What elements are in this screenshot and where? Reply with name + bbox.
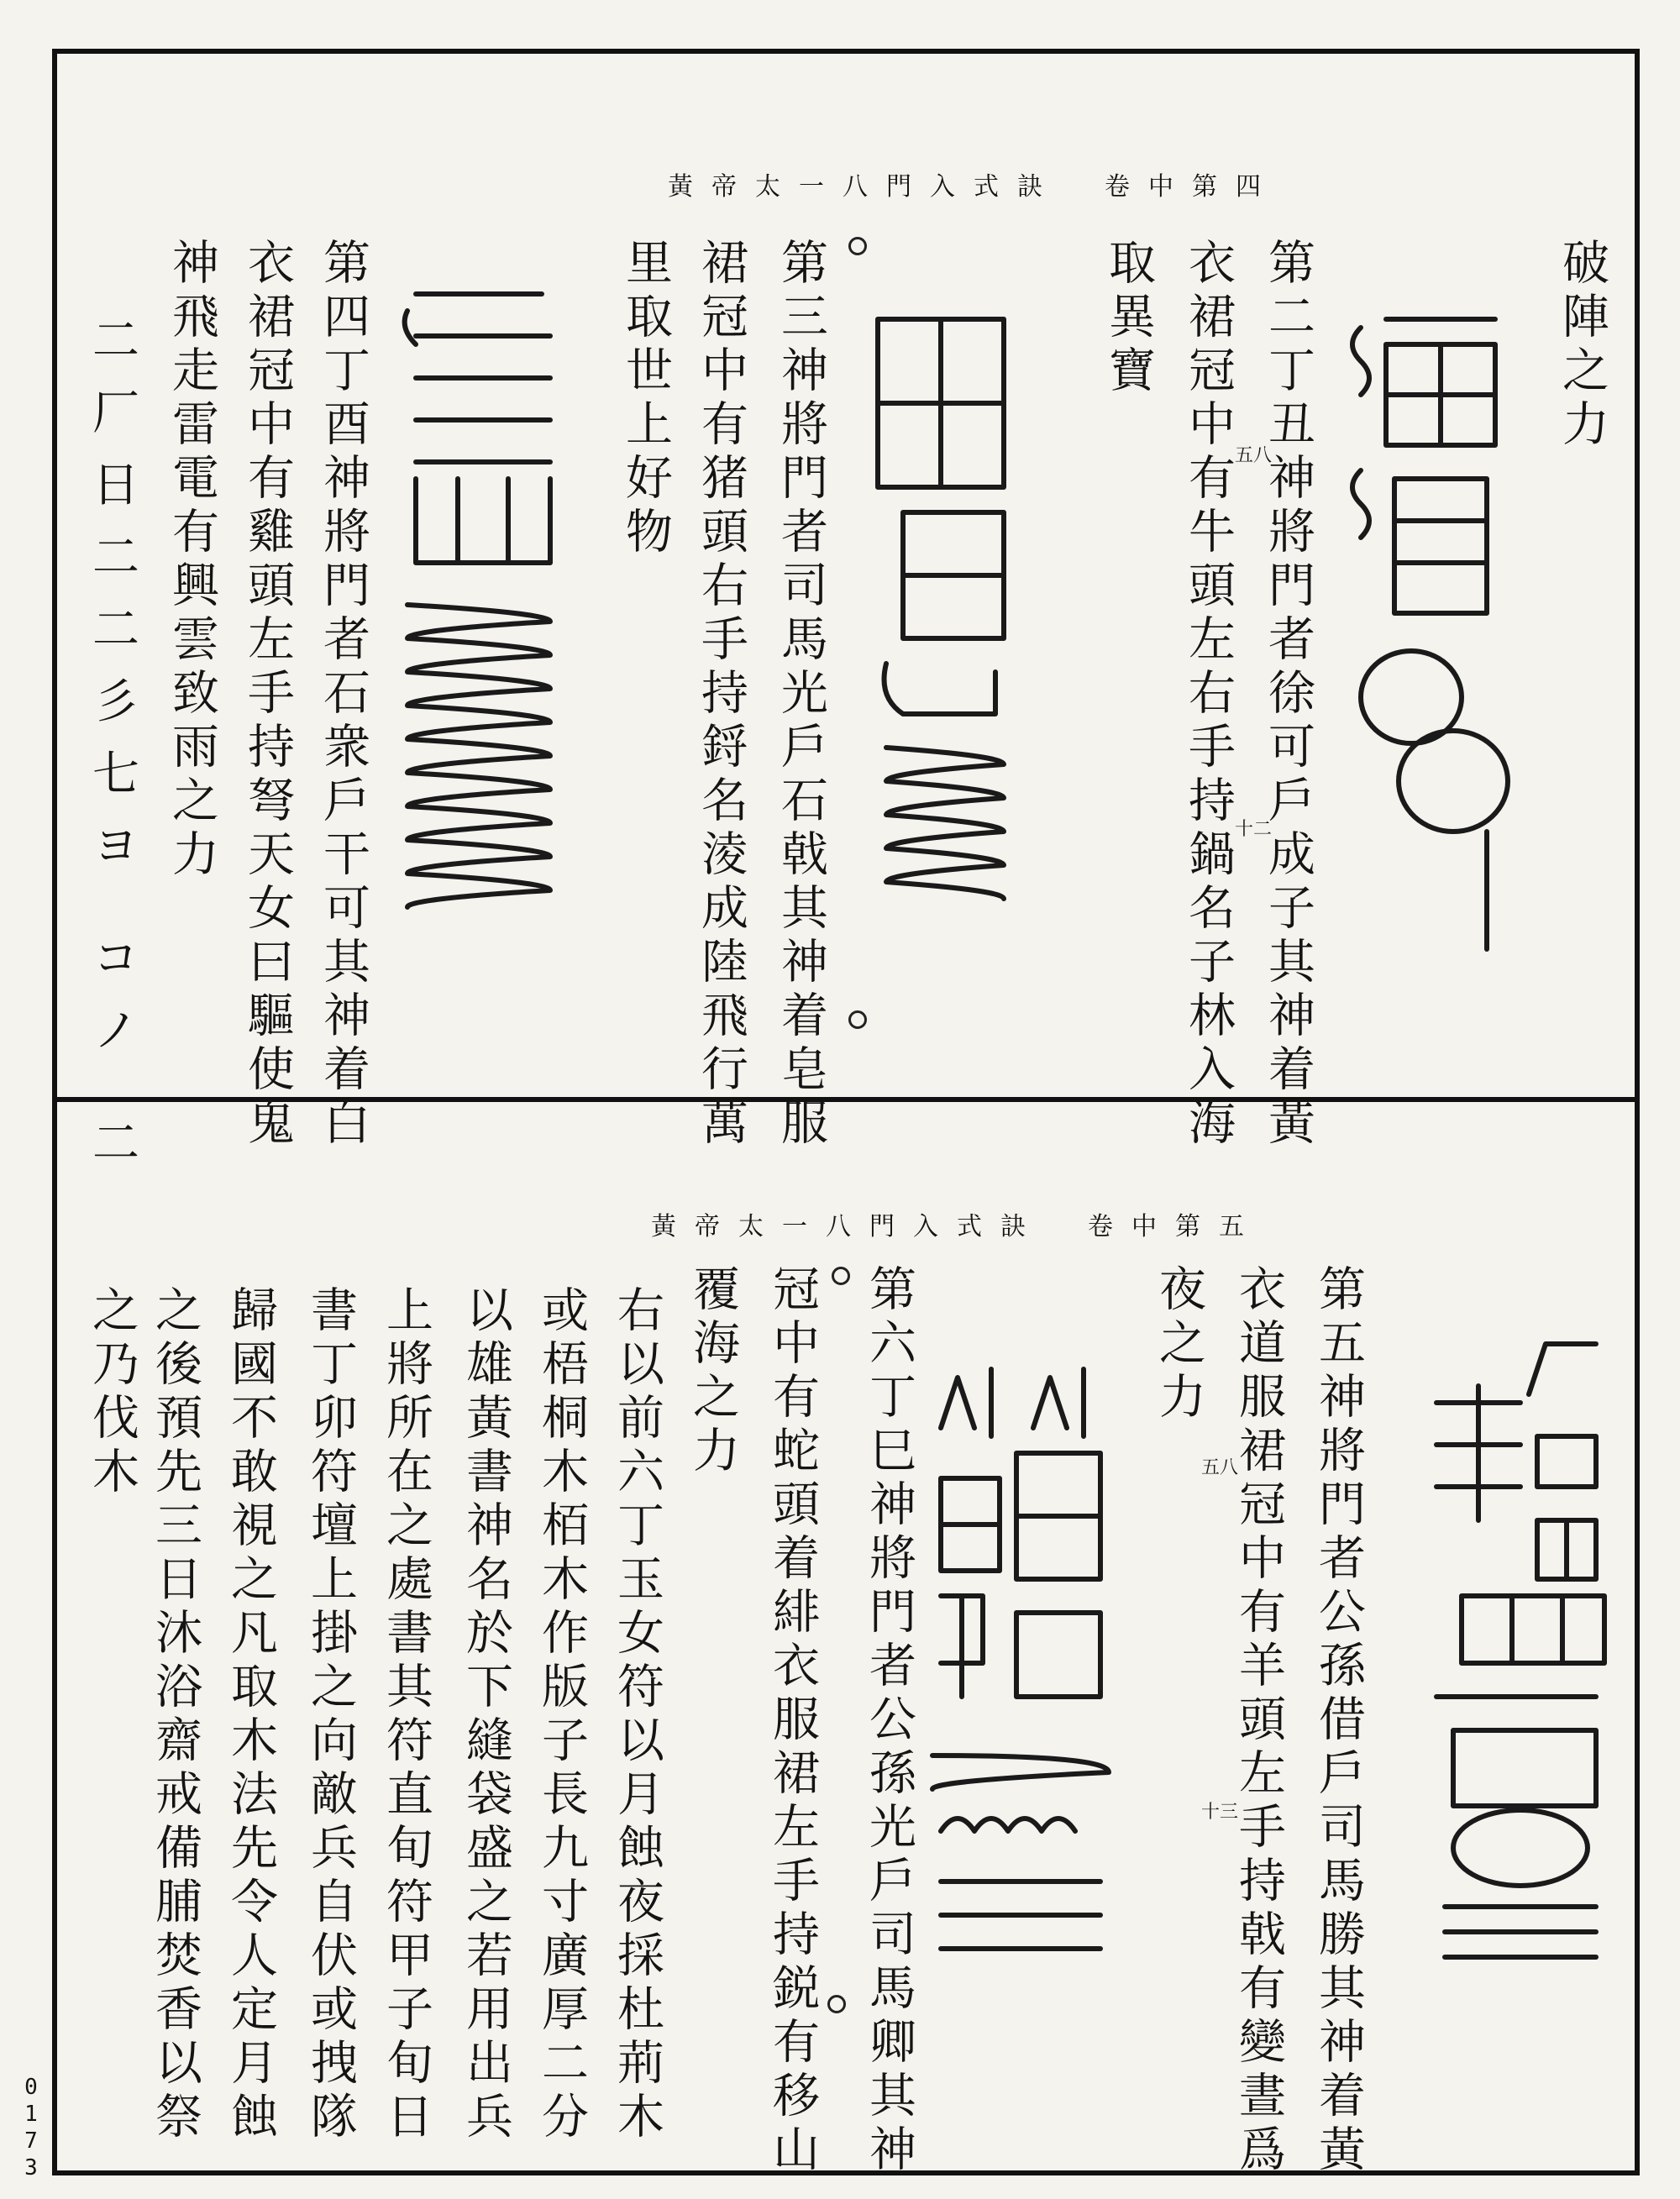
top-col-1: 破陣之力 (1555, 238, 1609, 453)
top-col-6: 裙冠中有猪頭右手持鋝名淩成陸飛行萬 (694, 238, 748, 1152)
bottom-col-6: 覆海之力 (685, 1264, 740, 1479)
punctuation-circle (848, 1010, 867, 1029)
top-col-10: 神飛走雷電有興雲致雨之力 (165, 238, 219, 883)
bottom-col-3: 夜之力 (1152, 1264, 1206, 1425)
top-col-11: 二厂日二二彡七ヨ コノ 二 (85, 315, 139, 1190)
talisman-chou-icon (1344, 311, 1512, 958)
bottom-running-header: 黃帝太一八門入式訣 卷中第五 (651, 1212, 1263, 1241)
punctuation-circle (827, 1995, 846, 2013)
bottom-col-8: 或梧桐木栢木作版子長九寸廣厚二分 (534, 1285, 589, 2145)
top-col-2: 第二丁丑神將門者徐可戶成子其神着黃 (1261, 238, 1315, 1152)
bottom-col-2: 衣道服裙冠中有羊頭左手持戟有變晝爲 (1231, 1264, 1286, 2178)
bottom-col-10: 上將所在之處書其符直旬符甲子旬日 (379, 1285, 433, 2145)
bottom-note-1: 五八 (1201, 1457, 1239, 1478)
top-col-9: 衣裙冠中有雞頭左手持弩天女曰驅使鬼 (240, 238, 295, 1152)
bottom-col-4: 第六丁巳神將門者公孫光戶司馬卿其神 (862, 1264, 916, 2178)
top-note-2: 十二 (1235, 819, 1273, 840)
talisman-hai-icon (869, 311, 1021, 958)
bottom-col-13: 之後預先三日沐浴齋戒備脯焚香以祭 (148, 1285, 202, 2145)
bottom-col-1: 第五神將門者公孫借戶司馬勝其神着黃 (1311, 1264, 1366, 2178)
bottom-col-7: 右以前六丁玉女符以月蝕夜採杜荊木 (610, 1285, 664, 2145)
punctuation-circle (848, 237, 867, 255)
top-col-5: 第三神將門者司馬光戶石戟其神着皂服 (774, 238, 828, 1152)
bottom-col-9: 以雄黃書神名於下縫袋盛之若用出兵 (459, 1285, 513, 2145)
top-col-7: 里取世上好物 (618, 238, 673, 560)
bottom-note-2: 十三 (1201, 1802, 1239, 1823)
bottom-col-11: 書丁卯符壇上掛之向敵兵自伏或拽隊 (303, 1285, 358, 2145)
bottom-col-12: 歸國不敢視之凡取木法先令人定月蝕 (223, 1285, 278, 2145)
top-note-1: 五八 (1235, 445, 1273, 466)
top-col-4: 取異寶 (1101, 238, 1156, 399)
talisman-wu-icon (1420, 1327, 1613, 1982)
talisman-you-icon (391, 286, 567, 974)
punctuation-circle (832, 1267, 850, 1285)
top-col-8: 第四丁酉神將門者石衆戶干可其神着白 (316, 238, 370, 1152)
bottom-col-14: 之乃伐木 (85, 1285, 139, 1500)
talisman-si-icon (924, 1361, 1117, 1982)
top-col-3: 衣裙冠中有牛頭左右手持鍋名子林入海 (1181, 238, 1236, 1152)
top-running-header: 黃帝太一八門入式訣 卷中第四 (668, 172, 1279, 202)
bottom-col-5: 冠中有蛇頭着緋衣服裙左手持鋭有移山 (765, 1264, 820, 2178)
page-number: 0173 (18, 2075, 44, 2182)
